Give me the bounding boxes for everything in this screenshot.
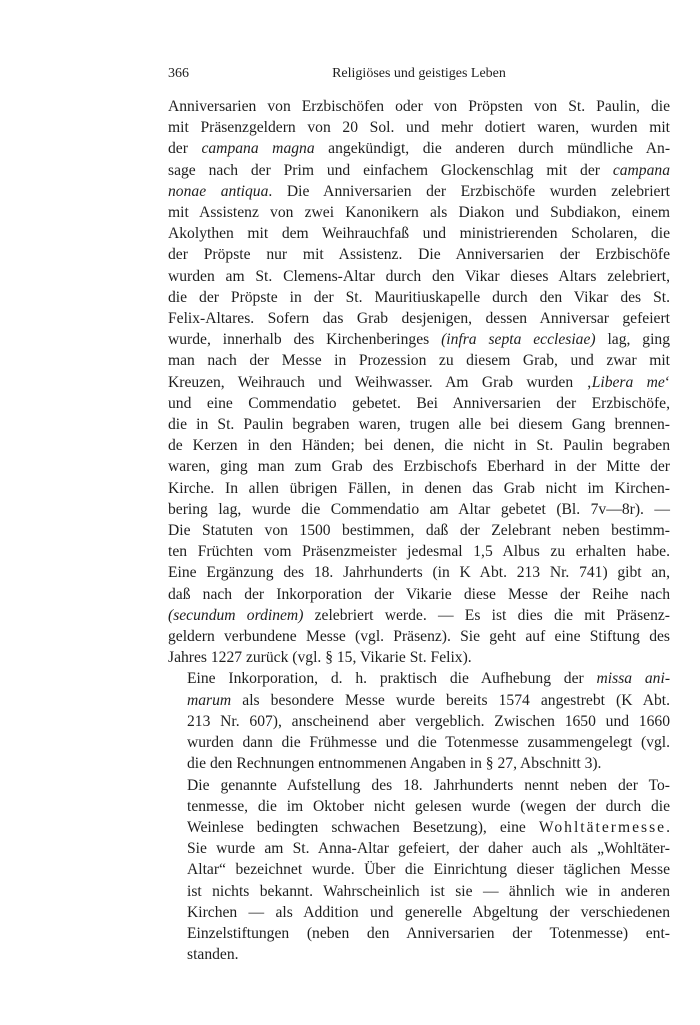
text-line: Eine Inkorporation, d. h. praktisch die Aufhebung der missa ani- [187, 670, 671, 688]
text-line: waren, ging man zum Grab des Erzbischofs Eberhard in der Mitte der [168, 458, 670, 476]
text-line: mit Präsenzgeldern von 20 Sol. und mehr dotiert waren, wurden mit [168, 119, 670, 137]
text-line: Weinlese bedingten schwachen Besetzung), eine Wohltätermesse. [187, 818, 670, 836]
text-line: Akolythen mit dem Weihrauchfaß und ministrierenden Scholaren, die [168, 225, 670, 243]
text-line: tenmesse, die im Oktober nicht gelesen wurde (wegen der durch die [187, 797, 670, 815]
text-line: Die Statuten von 1500 bestimmen, daß der Zelebrant neben bestimm- [168, 522, 670, 540]
text-line: Kirche. In allen übrigen Fällen, in denen das Grab nicht im Kirchen- [168, 479, 670, 497]
paragraph-3 [168, 775, 670, 966]
text-line: Felix-Altares. Sofern das Grab desjenigen, dessen Anniversar gefeiert [168, 310, 670, 328]
text-line: daß nach der Inkorporation der Vikarie diese Messe der Reihe nach [168, 585, 670, 603]
text-line: die in St. Paulin begraben waren, trugen alle bei diesem Gang brennen- [168, 416, 670, 434]
text-line: bering lag, wurde die Commendatio am Altar gebetet (Bl. 7v—8r). — [168, 500, 670, 518]
text-line: sage nach der Prim und einfachem Glockenschlag mit der campana [168, 161, 670, 179]
text-line: Jahres 1227 zurück (vgl. § 15, Vikarie St. Felix). [168, 649, 472, 667]
paragraph-1 [168, 96, 670, 668]
paragraph-2 [168, 668, 670, 774]
text-line: wurden dann die Frühmesse und die Totenmesse zusammengelegt (vgl. [187, 734, 670, 752]
text-line: ist nichts bekannt. Wahrscheinlich ist sie — ähnlich wie in anderen [187, 882, 670, 900]
text-line: ten Früchten vom Präsenzmeister jedesmal 1,5 Albus zu erhalten habe. [168, 543, 670, 561]
text-line: Die genannte Aufstellung des 18. Jahrhunderts nennt neben der To- [187, 776, 670, 794]
text-line: man nach der Messe in Prozession zu diesem Grab, und zwar mit [168, 352, 670, 370]
text-line: marum als besondere Messe wurde bereits 1574 angestrebt (K Abt. [187, 691, 670, 709]
text-line: Einzelstiftungen (neben den Anniversarien der Totenmesse) ent- [187, 924, 670, 942]
page-number: 366 [168, 66, 189, 81]
text-line: wurde, innerhalb des Kirchenberinges (infra septa ecclesiae) lag, ging [168, 331, 671, 349]
text-line: Kirchen — als Addition und generelle Abgeltung der verschiedenen [187, 903, 670, 921]
page-header [168, 66, 670, 86]
text-line: und eine Commendatio gebetet. Bei Anniversarien der Erzbischöfe, [168, 394, 670, 412]
text-line: standen. [187, 946, 239, 964]
text-line: (secundum ordinem) zelebriert werde. — Es ist dies die mit Präsenz- [168, 606, 670, 624]
text-line: nonae antiqua. Die Anniversarien der Erzbischöfe wurden zelebriert [168, 182, 670, 200]
text-line: Anniversarien von Erzbischöfen oder von Pröpsten von St. Paulin, die [168, 98, 670, 115]
text-line: der campana magna angekündigt, die anderen durch mündliche An- [168, 140, 671, 158]
text-line: Kreuzen, Weihrauch und Weihwasser. Am Grab wurden ‚Libera me‘ [168, 373, 670, 391]
text-line: die der Pröpste in der St. Mauritiuskapelle durch den Vikar des St. [168, 288, 670, 306]
text-line: 213 Nr. 607), anscheinend aber vergeblich. Zwischen 1650 und 1660 [187, 712, 670, 730]
text-line: de Kerzen in den Händen; bei denen, die nicht in St. Paulin begraben [168, 437, 670, 455]
text-line: der Pröpste nur mit Assistenz. Die Anniversarien der Erzbischöfe [168, 246, 670, 264]
text-line: wurden am St. Clemens-Altar durch den Vikar dieses Altars zelebriert, [168, 267, 670, 285]
body-text [168, 96, 670, 965]
text-line: geldern verbundene Messe (vgl. Präsenz). Sie geht auf eine Stiftung des [168, 628, 670, 646]
text-line: Altar“ bezeichnet wurde. Über die Einrichtung dieser täglichen Messe [187, 861, 670, 879]
text-line: Eine Ergänzung des 18. Jahrhunderts (in K Abt. 213 Nr. 741) gibt an, [168, 564, 670, 582]
text-line: mit Assistenz von zwei Kanonikern als Diakon und Subdiakon, einem [168, 204, 670, 222]
text-line: Sie wurde am St. Anna-Altar gefeiert, der daher auch als „Wohltäter- [187, 840, 670, 858]
running-title: Religiöses und geistiges Leben [332, 66, 506, 81]
text-line: die den Rechnungen entnommenen Angaben in § 27, Abschnitt 3). [187, 755, 602, 773]
